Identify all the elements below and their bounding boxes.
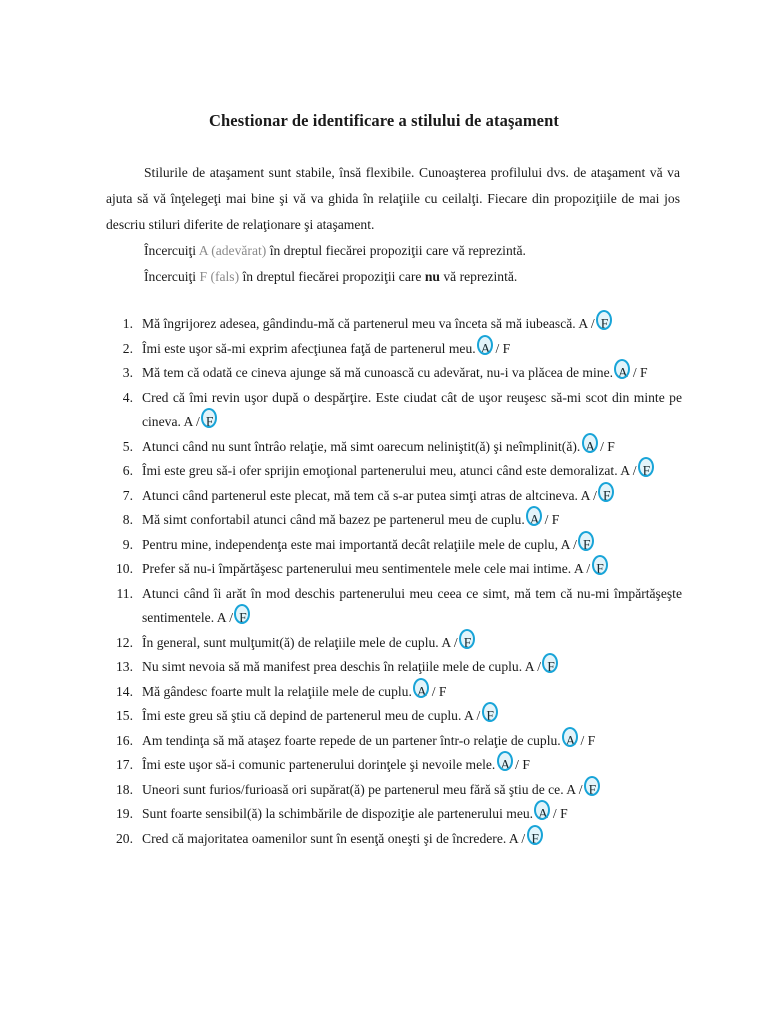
option-separator: / (521, 830, 526, 846)
question-number: 6. (122, 463, 133, 478)
option-separator: / (600, 438, 604, 454)
option-a[interactable]: A (216, 610, 226, 625)
question-list (110, 312, 682, 851)
question-text: Atunci când partenerul este plecat, mă tem că s-ar putea simţi atras de altcineva. (142, 487, 578, 503)
instruction-true-prefix: Încercuiţi (144, 243, 199, 258)
option-separator: / (593, 487, 597, 503)
option-a-circled[interactable]: A (564, 729, 577, 754)
question-text-block (142, 484, 682, 509)
question-number: 10. (116, 561, 133, 576)
option-f[interactable]: F (607, 438, 615, 454)
question-number: 7. (122, 487, 133, 503)
question-text-block (142, 753, 682, 778)
question-item (110, 459, 682, 484)
question-text: Am tendinţa să mă ataşez foarte repede de un partener într-o relaţie de cuplu. (142, 732, 561, 748)
question-text-block (142, 827, 682, 852)
option-a-circled[interactable]: A (479, 337, 492, 362)
question-text: Atunci când nu sunt întrâo relaţie, mă simt oarecum neliniştit(ă) şi neîmplinit(ă). (142, 438, 581, 454)
question-number: 14. (116, 683, 133, 699)
option-a[interactable]: A (508, 830, 518, 846)
option-f[interactable]: F (438, 683, 447, 699)
question-text: Cred că majoritatea oamenilor sunt în esenţă oneşti şi de încredere. (142, 830, 507, 846)
option-separator: / (573, 536, 577, 552)
option-a[interactable]: A (620, 463, 630, 478)
option-f[interactable]: F (522, 757, 530, 772)
question-text: Îmi este greu să-i ofer sprijin emoţional partenerului meu, atunci când este demoralizat. (142, 463, 618, 478)
question-text: Mă tem că odată ce cineva ajunge să mă cunoască cu adevărat, nu-i va plăcea de mine. (142, 365, 614, 380)
option-separator: / (580, 732, 585, 748)
intro-section (106, 160, 680, 290)
option-separator: / (586, 561, 591, 576)
option-separator: / (632, 463, 637, 478)
question-text: Pentru mine, independenţa este mai importantă decât relaţiile mele de cuplu, (142, 536, 558, 552)
option-separator: / (552, 806, 557, 821)
option-a[interactable]: A (441, 634, 451, 650)
question-text-block (142, 557, 682, 582)
question-text: Mă simt confortabil atunci când mă bazez pe partenerul meu de cuplu. (142, 512, 525, 527)
question-text-block (142, 655, 682, 680)
question-number: 2. (122, 340, 133, 356)
document-title: Chestionar de identificare a stilului de ataşament (209, 111, 559, 130)
question-text: Sunt foarte sensibil(ă) la schimbările de dispoziţie ale partenerului meu. (142, 806, 534, 821)
option-f[interactable]: F (502, 340, 511, 356)
option-f-circled[interactable]: F (640, 459, 653, 484)
intro-paragraph: Stilurile de ataşament sunt stabile, însă flexibile. Cunoaşterea profilului dvs. de ataşament vă va ajuta să vă înţelegeţi mai bine şi vă va ghida în relaţiile cu ceilalţi. Fiecare din propoziţiile de mai jos descriu stiluri diferite de relaţionare şi ataşament. (106, 165, 680, 232)
instruction-false-emphasis: nu (424, 269, 440, 284)
option-f-circled[interactable]: F (600, 484, 613, 509)
option-f-circled[interactable]: F (598, 312, 611, 337)
question-number: 13. (116, 659, 133, 674)
option-f-circled[interactable]: F (544, 655, 557, 680)
option-f-circled[interactable]: F (580, 533, 593, 558)
option-a[interactable]: A (580, 487, 590, 503)
option-a[interactable]: A (464, 708, 474, 723)
question-item (110, 802, 682, 827)
instruction-false-end: vă reprezintă. (439, 269, 518, 284)
question-text-block (142, 312, 682, 337)
question-text-block (142, 337, 682, 362)
question-item (110, 631, 682, 656)
question-text: Prefer să nu-i împărtăşesc partenerului meu sentimentele mele cele mai intime. (142, 561, 572, 576)
option-f-circled[interactable]: F (203, 410, 216, 435)
instruction-false-suffix: în dreptul fiecărei propoziţii care (239, 269, 425, 284)
option-a[interactable]: A (566, 781, 576, 797)
option-f-circled[interactable]: F (594, 557, 607, 582)
option-separator: / (196, 414, 200, 429)
question-item (110, 655, 682, 680)
option-a-circled[interactable]: A (584, 435, 597, 460)
question-text-block (142, 508, 682, 533)
option-a-circled[interactable]: A (415, 680, 428, 705)
question-number: 1. (122, 316, 133, 331)
instruction-false (106, 264, 680, 290)
option-a[interactable]: A (578, 316, 588, 331)
instruction-false-prefix: Încercuiţi (144, 269, 200, 284)
option-f[interactable]: F (640, 365, 648, 380)
question-item (110, 680, 682, 705)
option-separator: / (453, 634, 458, 650)
option-f-circled[interactable]: F (236, 606, 249, 631)
question-number: 5. (122, 438, 133, 454)
option-f-circled[interactable]: F (484, 704, 497, 729)
instruction-true (106, 238, 680, 264)
question-text: Îmi este greu să ştiu că depind de partenerul meu de cuplu. (142, 708, 462, 723)
option-separator: / (537, 659, 542, 674)
question-item (110, 778, 682, 803)
option-a-circled[interactable]: A (499, 753, 512, 778)
question-number: 4. (122, 389, 133, 405)
option-f-circled[interactable]: F (461, 631, 474, 656)
instruction-false-option: F (fals) (199, 269, 240, 284)
option-separator: / (431, 683, 436, 699)
option-f[interactable]: F (587, 732, 596, 748)
question-number: 11. (116, 585, 133, 601)
question-text-block (142, 582, 682, 631)
option-f[interactable]: F (560, 806, 568, 821)
question-text: Îmi este uşor să-i comunic partenerului dorinţele şi nevoile mele. (142, 757, 496, 772)
question-text: Atunci când îi arăt în mod deschis partenerului meu ceea ce simt, mă tem că nu-mi împărtăşeşte sentimentele. (142, 585, 682, 625)
question-text: Mă îngrijorez adesea, gândindu-mă că partenerul meu va înceta să mă iubească. (142, 316, 576, 331)
question-item (110, 337, 682, 362)
question-text-block (142, 361, 682, 386)
question-text: În general, sunt mulţumit(ă) de relaţiile mele de cuplu. (142, 634, 439, 650)
question-item (110, 753, 682, 778)
option-a[interactable]: A (183, 414, 193, 429)
option-separator: / (590, 316, 595, 331)
question-item (110, 582, 682, 631)
option-a-circled[interactable]: A (536, 802, 549, 827)
option-separator: / (476, 708, 481, 723)
question-item (110, 704, 682, 729)
question-item (110, 312, 682, 337)
question-item (110, 533, 682, 558)
question-text-block (142, 631, 682, 656)
option-separator: / (632, 365, 637, 380)
question-text-block (142, 778, 682, 803)
question-number: 18. (116, 781, 133, 797)
option-f-circled[interactable]: F (586, 778, 599, 803)
question-number: 15. (116, 708, 133, 723)
question-text: Cred că îmi revin uşor după o despărţire. Este ciudat cât de uşor reuşesc să-mi scot din minte pe cineva. (142, 389, 682, 429)
option-a-circled[interactable]: A (616, 361, 629, 386)
option-separator: / (515, 757, 519, 772)
question-item (110, 435, 682, 460)
question-text-block (142, 802, 682, 827)
question-text-block (142, 386, 682, 435)
instruction-true-suffix: în dreptul fiecărei propoziţii care vă reprezintă. (266, 243, 526, 258)
question-text-block (142, 729, 682, 754)
question-item (110, 827, 682, 852)
option-f-circled[interactable]: F (529, 827, 542, 852)
question-number: 20. (116, 830, 133, 846)
instruction-true-option: A (adevărat) (198, 243, 267, 258)
question-text: Nu simt nevoia să mă manifest prea deschis în relaţiile mele de cuplu. (142, 659, 523, 674)
question-text-block (142, 435, 682, 460)
option-separator: / (229, 610, 234, 625)
question-number: 9. (122, 536, 133, 552)
question-text-block (142, 680, 682, 705)
option-a[interactable]: A (560, 536, 570, 552)
option-f[interactable]: F (551, 512, 560, 527)
question-number: 3. (122, 365, 133, 380)
question-text-block (142, 533, 682, 558)
question-number: 19. (116, 806, 133, 821)
option-separator: / (495, 340, 500, 356)
question-text-block (142, 704, 682, 729)
option-separator: / (544, 512, 549, 527)
question-number: 17. (116, 757, 133, 772)
question-number: 16. (116, 732, 133, 748)
question-number: 8. (122, 512, 133, 527)
question-item (110, 386, 682, 435)
question-item (110, 484, 682, 509)
question-item (110, 729, 682, 754)
question-item (110, 508, 682, 533)
question-text: Mă gândesc foarte mult la relaţiile mele de cuplu. (142, 683, 412, 699)
question-text-block (142, 459, 682, 484)
option-a[interactable]: A (573, 561, 583, 576)
option-a[interactable]: A (524, 659, 534, 674)
question-item (110, 361, 682, 386)
option-a-circled[interactable]: A (528, 508, 541, 533)
option-separator: / (578, 781, 583, 797)
question-number: 12. (116, 634, 133, 650)
question-text: Îmi este uşor să-mi exprim afecţiunea faţă de partenerul meu. (142, 340, 476, 356)
question-item (110, 557, 682, 582)
question-text: Uneori sunt furios/furioasă ori supărat(ă) pe partenerul meu fără să ştiu de ce. (142, 781, 564, 797)
